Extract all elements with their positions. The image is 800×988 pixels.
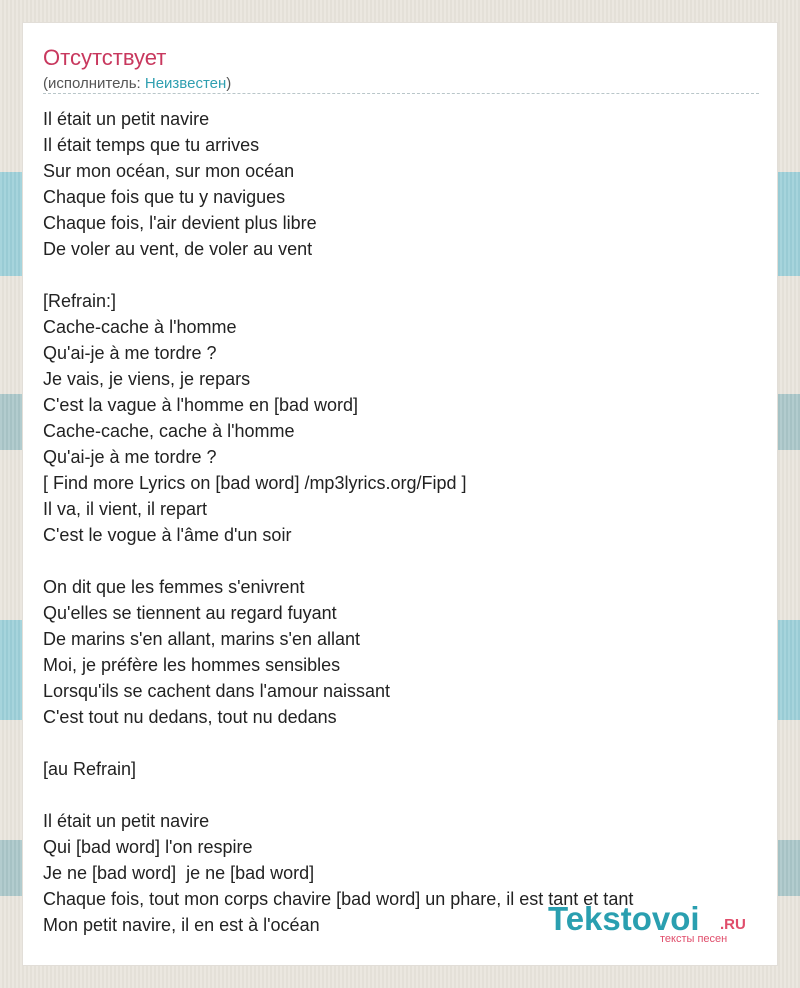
lyrics-line: Qui [bad word] l'on respire <box>43 837 253 857</box>
song-title: Отсутствует <box>43 45 167 70</box>
header-divider <box>43 93 759 94</box>
lyrics-blank-line <box>43 548 759 574</box>
logo-tagline: тексты песен <box>660 933 728 945</box>
lyrics-text <box>43 106 759 938</box>
lyrics-line: De voler au vent, de voler au vent <box>43 239 313 259</box>
lyrics-line: Cache-cache à l'homme <box>43 317 237 337</box>
artist-suffix: ) <box>226 75 232 92</box>
lyrics-line: De marins s'en allant, marins s'en allant <box>43 629 361 649</box>
lyrics-line: Chaque fois que tu y navigues <box>43 187 286 207</box>
lyrics-line: On dit que les femmes s'enivrent <box>43 577 305 597</box>
artist-prefix: (исполнитель: <box>43 75 145 92</box>
lyrics-line: Lorsqu'ils se cachent dans l'amour naissant <box>43 681 391 701</box>
lyrics-line: Qu'ai-je à me tordre ? <box>43 343 217 363</box>
lyrics-line: Moi, je préfère les hommes sensibles <box>43 655 341 675</box>
lyrics-line: [Refrain:] <box>43 291 117 311</box>
lyrics-blank-line <box>43 730 759 756</box>
lyrics-line: Chaque fois, l'air devient plus libre <box>43 213 317 233</box>
lyrics-line: Qu'ai-je à me tordre ? <box>43 447 217 467</box>
lyrics-line: [au Refrain] <box>43 759 137 779</box>
lyrics-blank-line <box>43 782 759 808</box>
lyrics-line: Il était un petit navire <box>43 109 210 129</box>
lyrics-line: C'est la vague à l'homme en [bad word] <box>43 395 359 415</box>
lyrics-line: Chaque fois, tout mon corps chavire [bad word] un phare, il est tant et tant <box>43 889 634 909</box>
lyrics-line: C'est tout nu dedans, tout nu dedans <box>43 707 337 727</box>
lyrics-line: Cache-cache, cache à l'homme <box>43 421 295 441</box>
lyrics-line: Il va, il vient, il repart <box>43 499 208 519</box>
lyrics-line: Sur mon océan, sur mon océan <box>43 161 295 181</box>
lyrics-card <box>22 22 778 966</box>
lyrics-line: [ Find more Lyrics on [bad word] /mp3lyrics.org/Fipd ] <box>43 473 467 493</box>
lyrics-line: Mon petit navire, il en est à l'océan <box>43 915 320 935</box>
logo-tld: .RU <box>720 916 746 933</box>
site-logo[interactable] <box>548 900 758 948</box>
artist-link[interactable]: Неизвестен <box>144 75 227 92</box>
lyrics-line: Il était temps que tu arrives <box>43 135 260 155</box>
logo-wordmark: Tekstovoi <box>548 900 700 937</box>
lyrics-line: Je vais, je viens, je repars <box>43 369 251 389</box>
song-artist-line <box>43 75 231 92</box>
lyrics-line: Il était un petit navire <box>43 811 210 831</box>
lyrics-line: Qu'elles se tiennent au regard fuyant <box>43 603 337 623</box>
lyrics-line: Je ne [bad word] je ne [bad word] <box>43 863 315 883</box>
lyrics-line: C'est le vogue à l'âme d'un soir <box>43 525 292 545</box>
lyrics-blank-line <box>43 262 759 288</box>
